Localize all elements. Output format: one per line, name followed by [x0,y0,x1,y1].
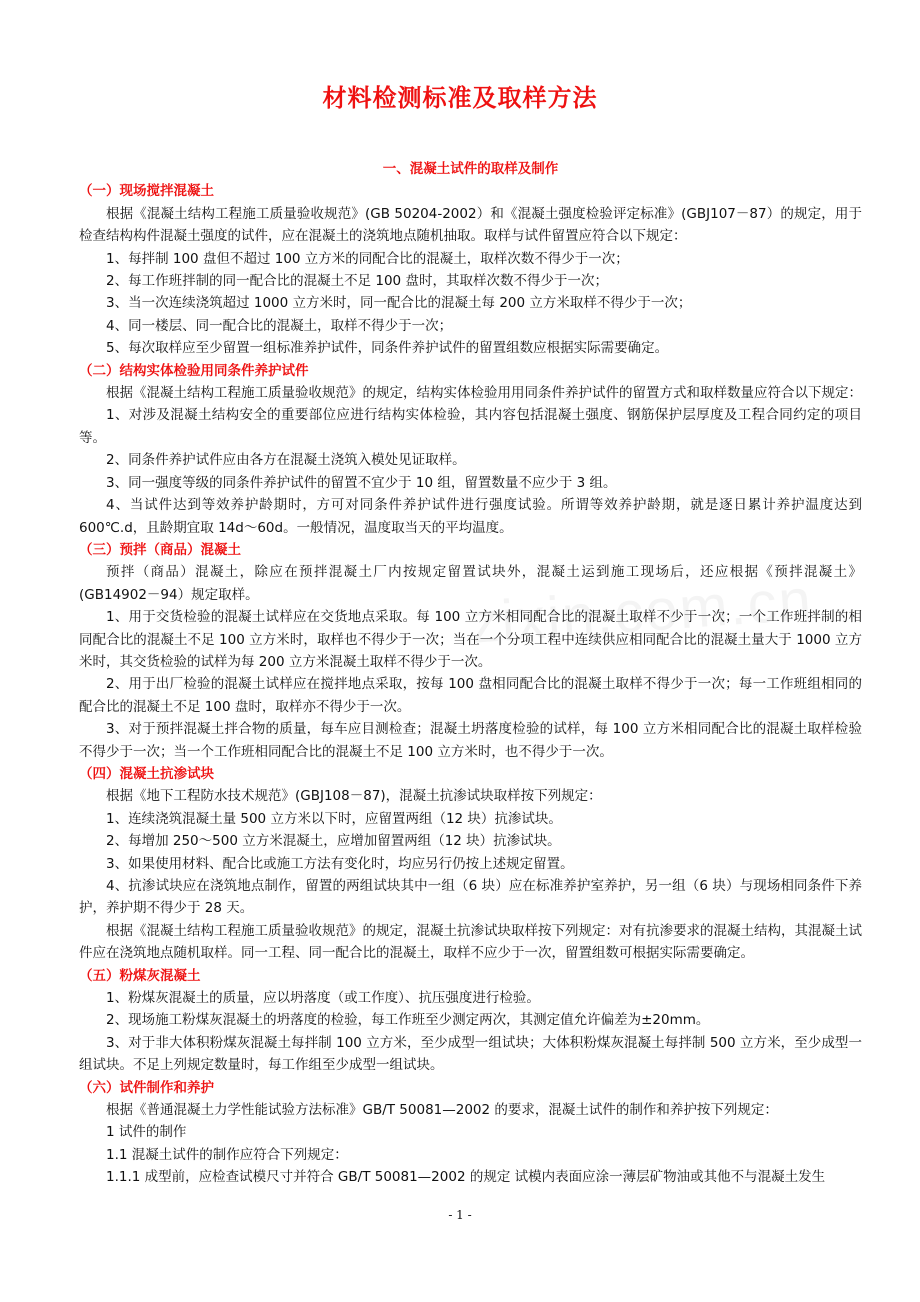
list-item: 1.1 混凝土试件的制作应符合下列规定： [106,1146,348,1163]
list-item: 3、同一强度等级的同条件养护试件的留置不宜少于 10 组，留置数量不应少于 3 组。 [106,474,617,491]
subsection-heading: （四）混凝土抗渗试块 [79,765,214,782]
list-item: 1、用于交货检验的混凝土试样应在交货地点采取。每 100 立方米相同配合比的混凝土取样不少于一次；一个工作班拌制的相同配合比的混凝土不足 100 立方米时，取样也不得少于一次；当在一个分项工程中连续供应相同配合比的混凝土量大于 1000 立方米时，其交货检验的试样为每 200 立方米混凝土取样不得少于一次。 [79,609,862,670]
paragraph: 预拌（商品）混凝土，除应在预拌混凝土厂内按规定留置试块外，混凝土运到施工现场后，还应根据《预拌混凝土》(GB14902－94）规定取样。 [79,564,862,603]
list-item: 4、抗渗试块应在浇筑地点制作，留置的两组试块其中一组（6 块）应在标准养护室养护，另一组（6 块）与现场相同条件下养护，养护期不得少于 28 天。 [79,878,862,917]
document-title: 材料检测标准及取样方法 [322,84,598,112]
subsection-heading: （三）预拌（商品）混凝土 [79,541,241,558]
list-item: 2、同条件养护试件应由各方在混凝土浇筑入模处见证取样。 [106,452,466,469]
document-body [79,158,862,1189]
list-item: 1、连续浇筑混凝土量 500 立方米以下时，应留置两组（12 块）抗渗试块。 [106,810,562,827]
section-heading: 一、混凝土试件的取样及制作 [382,161,559,177]
list-item: 1、对涉及混凝土结构安全的重要部位应进行结构实体检验，其内容包括混凝土强度、钢筋保护层厚度及工程合同约定的项目等。 [79,407,862,446]
list-item: 1.1.1 成型前，应检查试模尺寸并符合 GB/T 50081—2002 的规定 试模内表面应涂一薄层矿物油或其他不与混凝土发生 [106,1169,826,1186]
list-item: 3、如果使用材料、配合比或施工方法有变化时，均应另行仍按上述规定留置。 [106,855,574,872]
list-item: 2、每增加 250～500 立方米混凝土，应增加留置两组（12 块）抗渗试块。 [106,833,561,850]
list-item: 3、对于非大体积粉煤灰混凝土每拌制 100 立方米，至少成型一组试块；大体积粉煤灰混凝土每拌制 500 立方米，至少成型一组试块。不足上列规定数量时，每工作组至少成型一组试块。 [79,1034,862,1074]
page-number: - 1 - [448,1208,472,1222]
subsection-heading: （五）粉煤灰混凝土 [79,967,201,984]
list-item: 3、对于预拌混凝土拌合物的质量，每车应目测检查；混凝土坍落度检验的试样，每 100 立方米相同配合比的混凝土取样检验不得少于一次；当一个工作班相同配合比的混凝土不足 100 立方米时，也不得少于一次。 [79,721,862,760]
paragraph: 根据《混凝土结构工程施工质量验收规范》的规定，混凝土抗渗试块取样按下列规定：对有抗渗要求的混凝土结构，其混凝土试件应在浇筑地点随机取样。同一工程、同一配合比的混凝土，取样不应少于一次，留置组数可根据实际需要确定。 [79,922,862,962]
list-item: 2、现场施工粉煤灰混凝土的坍落度的检验，每工作班至少测定两次，其测定值允许偏差为±20mm。 [106,1012,710,1029]
paragraph: 根据《混凝土结构工程施工质量验收规范》(GB 50204-2002）和《混凝土强度检验评定标准》(GBJ107－87）的规定，用于检查结构构件混凝土强度的试件，应在混凝土的浇筑地点随机抽取。取样与试件留置应符合以下规定： [79,205,862,245]
list-item: 1、每拌制 100 盘但不超过 100 立方米的同配合比的混凝土，取样次数不得少于一次； [106,250,629,267]
list-item: 2、每工作班拌制的同一配合比的混凝土不足 100 盘时，其取样次数不得少于一次； [106,273,608,290]
subsection-heading: （二）结构实体检验用同条件养护试件 [79,362,309,379]
paragraph: 根据《混凝土结构工程施工质量验收规范》的规定，结构实体检验用用同条件养护试件的留置方式和取样数量应符合以下规定： [106,385,862,402]
list-item: 4、当试件达到等效养护龄期时，方可对同条件养护试件进行强度试验。所谓等效养护龄期，就是逐日累计养护温度达到 600℃.d，且龄期宜取 14d～60d。一般情况，温度取当天的平均温度。 [79,497,862,536]
list-item: 5、每次取样应至少留置一组标准养护试件，同条件养护试件的留置组数应根据实际需要确定。 [106,340,669,357]
paragraph: 根据《地下工程防水技术规范》(GBJ108－87)，混凝土抗渗试块取样按下列规定： [106,788,602,805]
list-item: 1 试件的制作 [106,1124,187,1141]
list-item: 2、用于出厂检验的混凝土试样应在搅拌地点采取，按每 100 盘相同配合比的混凝土取样不得少于一次；每一工作班组相同的配合比的混凝土不足 100 盘时，取样亦不得少于一次。 [79,676,862,715]
list-item: 3、当一次连续浇筑超过 1000 立方米时，同一配合比的混凝土每 200 立方米取样不得少于一次； [106,295,692,312]
subsection-heading: （六）试件制作和养护 [79,1079,214,1096]
list-item: 1、粉煤灰混凝土的质量，应以坍落度（或工作度）、抗压强度进行检验。 [106,990,540,1007]
subsection-heading: （一）现场搅拌混凝土 [79,183,214,200]
paragraph: 根据《普通混凝土力学性能试验方法标准》GB/T 50081—2002 的要求，混凝土试件的制作和养护按下列规定： [106,1102,778,1119]
list-item: 4、同一楼层、同一配合比的混凝土，取样不得少于一次； [106,317,453,334]
